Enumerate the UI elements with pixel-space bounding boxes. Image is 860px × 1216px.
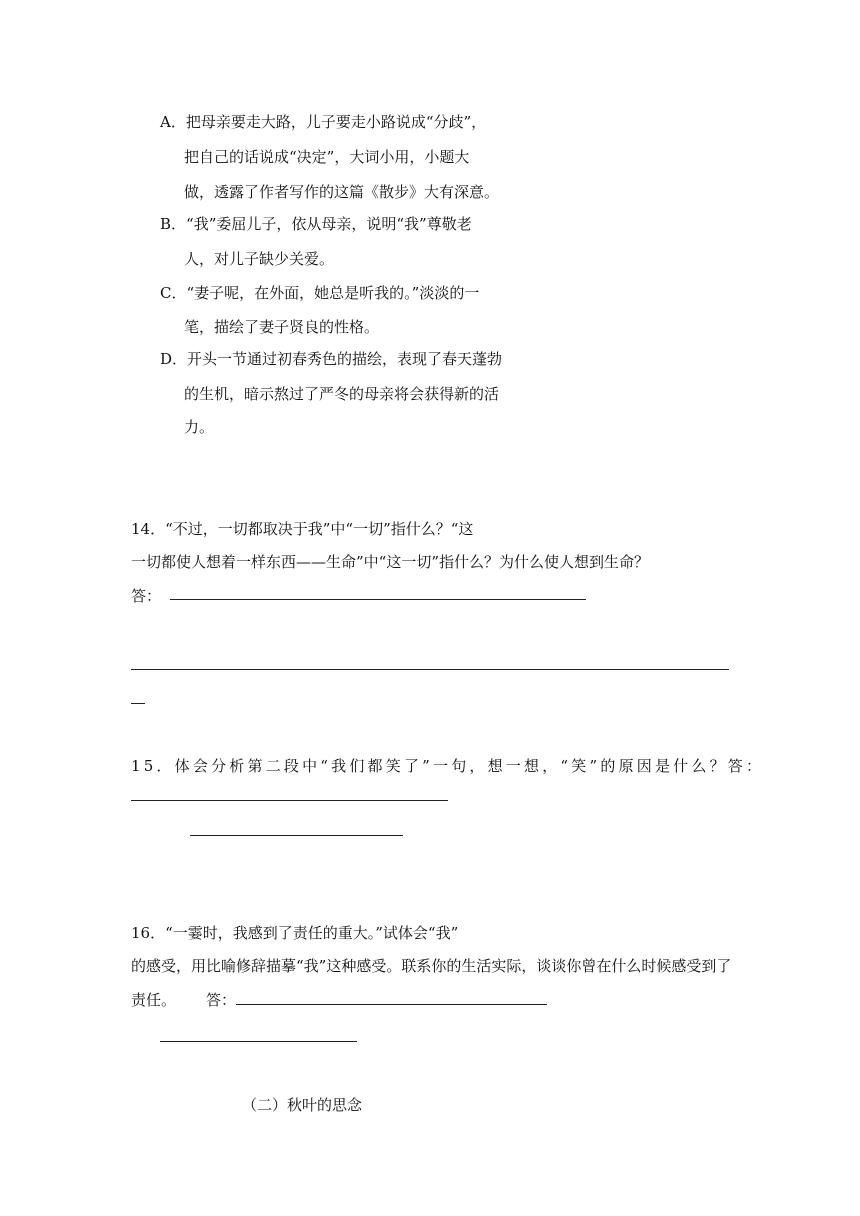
q14-answer-label: 答： [131, 587, 162, 605]
option-b-line-2: 人，对儿子缺少关爱。 [184, 250, 335, 268]
q14-line-1: 14．“不过，一切都取决于我”中“一切”指什么？“这 [131, 520, 474, 538]
option-d-line-2: 的生机，暗示熬过了严冬的母亲将会获得新的活 [184, 385, 500, 403]
option-a-line-2: 把自己的话说成“决定”，大词小用，小题大 [184, 148, 470, 166]
q14-line-2: 一切都使人想着一样东西——生命”中“这一切”指什么？为什么使人想到生命？ [131, 553, 650, 571]
q15-answer-blank-2[interactable] [190, 835, 403, 836]
option-c-line-1: C．“妻子呢，在外面，她总是听我的。”淡淡的一 [160, 284, 480, 302]
q14-answer-blank-1[interactable] [170, 599, 586, 600]
option-d-line-3: 力。 [184, 418, 215, 436]
option-c-line-2: 笔，描绘了妻子贤良的性格。 [184, 318, 380, 336]
option-a-line-1: A．把母亲要走大路，儿子要走小路说成“分歧”， [160, 113, 487, 131]
q14-answer-blank-2[interactable] [131, 669, 729, 670]
q14-answer-blank-3[interactable] [131, 703, 145, 704]
q16-answer-label: 答： [206, 991, 237, 1009]
q15-line-1: 15．体会分析第二段中“我们都笑了”一句，想一想，“笑”的原因是什么？答： [131, 757, 765, 775]
section-title: （二）秋叶的思念 [242, 1096, 363, 1114]
option-b-line-1: B．“我”委屈儿子，依从母亲，说明“我”尊敬老 [160, 215, 472, 233]
q16-answer-blank-2[interactable] [160, 1041, 357, 1042]
q16-line-1: 16．“一霎时，我感到了责任的重大。”试体会“我” [131, 924, 459, 942]
q16-line-2: 的感受，用比喻修辞描摹“我”这种感受。联系你的生活实际，谈谈你曾在什么时候感受到了 [131, 957, 732, 975]
q16-line-3-prefix: 责任。 [131, 991, 177, 1009]
option-a-line-3: 做，透露了作者写作的这篇《散步》大有深意。 [184, 183, 500, 201]
option-d-line-1: D．开头一节通过初春秀色的描绘，表现了春天蓬勃 [160, 350, 503, 368]
q15-answer-blank-1[interactable] [131, 800, 448, 801]
q16-answer-blank-1[interactable] [236, 1004, 547, 1005]
